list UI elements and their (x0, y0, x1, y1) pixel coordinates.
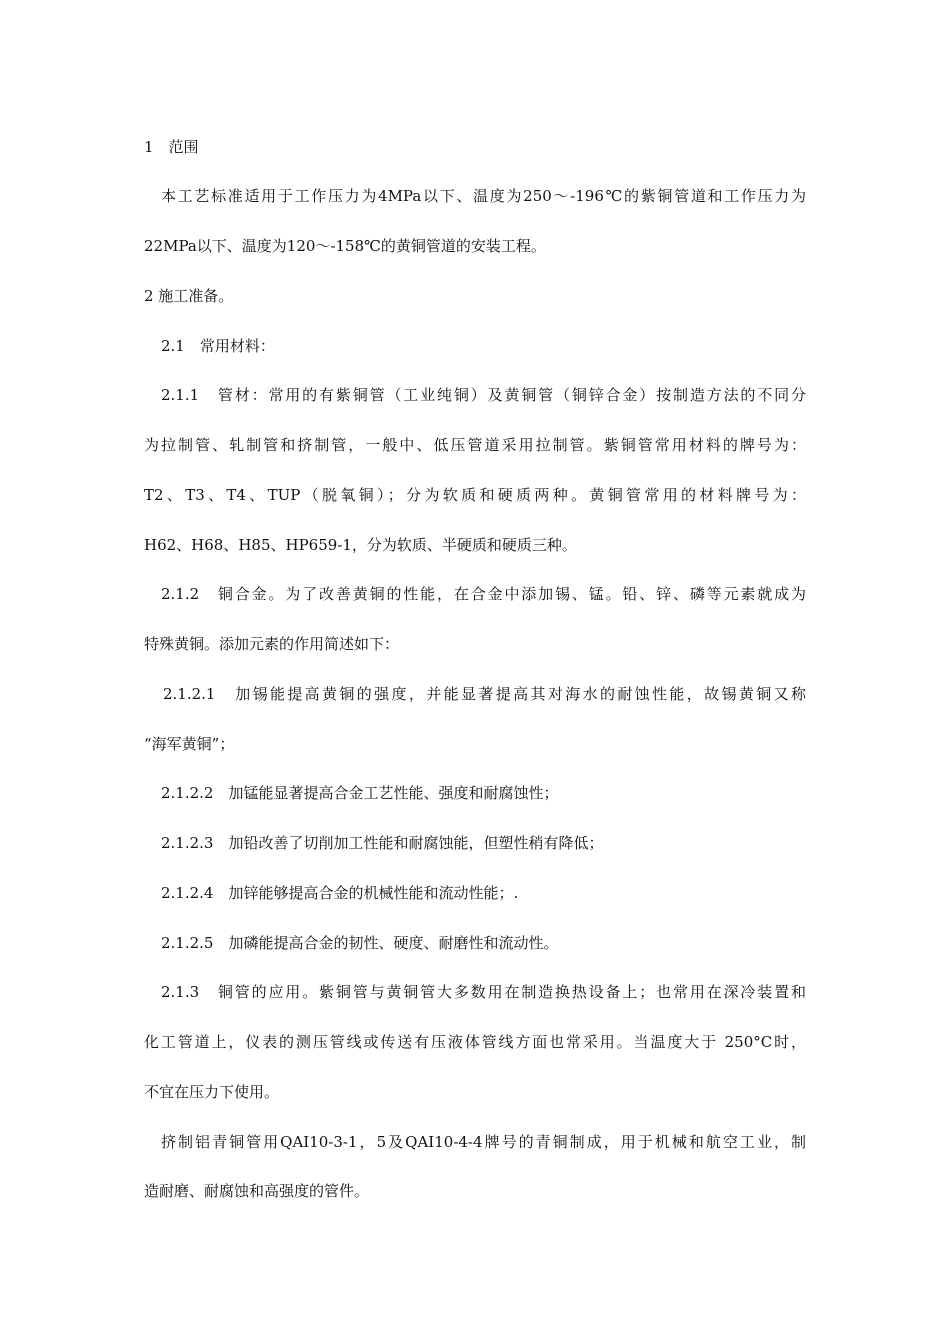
paragraph-line: T2、T3、T4、TUP（脱氧铜）；分为软质和硬质两种。黄铜管常用的材料牌号为： (144, 486, 806, 504)
list-item: 2.1.2.2 加锰能显著提高合金工艺性能、强度和耐腐蚀性； (161, 784, 559, 802)
paragraph-line: “海军黄铜”； (144, 735, 235, 753)
list-item: 2.1.2.5 加磷能提高合金的韧性、硬度、耐磨性和流动性。 (161, 934, 559, 952)
paragraph-line: 2.1.1 管材：常用的有紫铜管（工业纯铜）及黄铜管（铜锌合金）按制造方法的不同分 (161, 386, 806, 404)
paragraph-line: 2.1.2 铜合金。为了改善黄铜的性能，在合金中添加锡、锰。铅、锌、磷等元素就成为 (161, 585, 806, 603)
paragraph-line: 特殊黄铜。添加元素的作用简述如下： (144, 635, 400, 653)
paragraph-line: 本工艺标准适用于工作压力为4MPa以下、温度为250～-196℃的紫铜管道和工作压力为 (161, 187, 806, 205)
paragraph-line: 不宜在压力下使用。 (144, 1083, 280, 1101)
paragraph-line: 造耐磨、耐腐蚀和高强度的管件。 (144, 1182, 370, 1200)
paragraph-line: 2.1.2.1 加锡能提高黄铜的强度，并能显著提高其对海水的耐蚀性能，故锡黄铜又称 (163, 685, 806, 703)
paragraph-line: 2.1.3 铜管的应用。紫铜管与黄铜管大多数用在制造换热设备上；也常用在深冷装置和 (161, 983, 806, 1001)
list-item: 2.1.2.3 加铅改善了切削加工性能和耐腐蚀能，但塑性稍有降低； (161, 834, 604, 852)
section-1-heading: 1 范围 (144, 138, 199, 156)
paragraph-line: H62、H68、H85、HP659-1，分为软质、半硬质和硬质三种。 (144, 536, 577, 554)
list-item: 2.1.2.4 加锌能够提高合金的机械性能和流动性能；. (161, 884, 519, 902)
paragraph-line: 挤制铝青铜管用QAI10-3-1，5及QAI10-4-4牌号的青铜制成，用于机械和航空工业，制 (161, 1133, 806, 1151)
subsection-heading: 2.1 常用材料： (161, 337, 275, 355)
paragraph-line: 为拉制管、轧制管和挤制管，一般中、低压管道采用拉制管。紫铜管常用材料的牌号为： (144, 436, 806, 454)
section-2-heading: 2 施工准备。 (144, 287, 234, 305)
paragraph-line: 22MPa以下、温度为120～-158℃的黄铜管道的安装工程。 (144, 237, 546, 255)
paragraph-line: 化工管道上，仪表的测压管线或传送有压液体管线方面也常采用。当温度大于 250°C时， (144, 1033, 806, 1051)
